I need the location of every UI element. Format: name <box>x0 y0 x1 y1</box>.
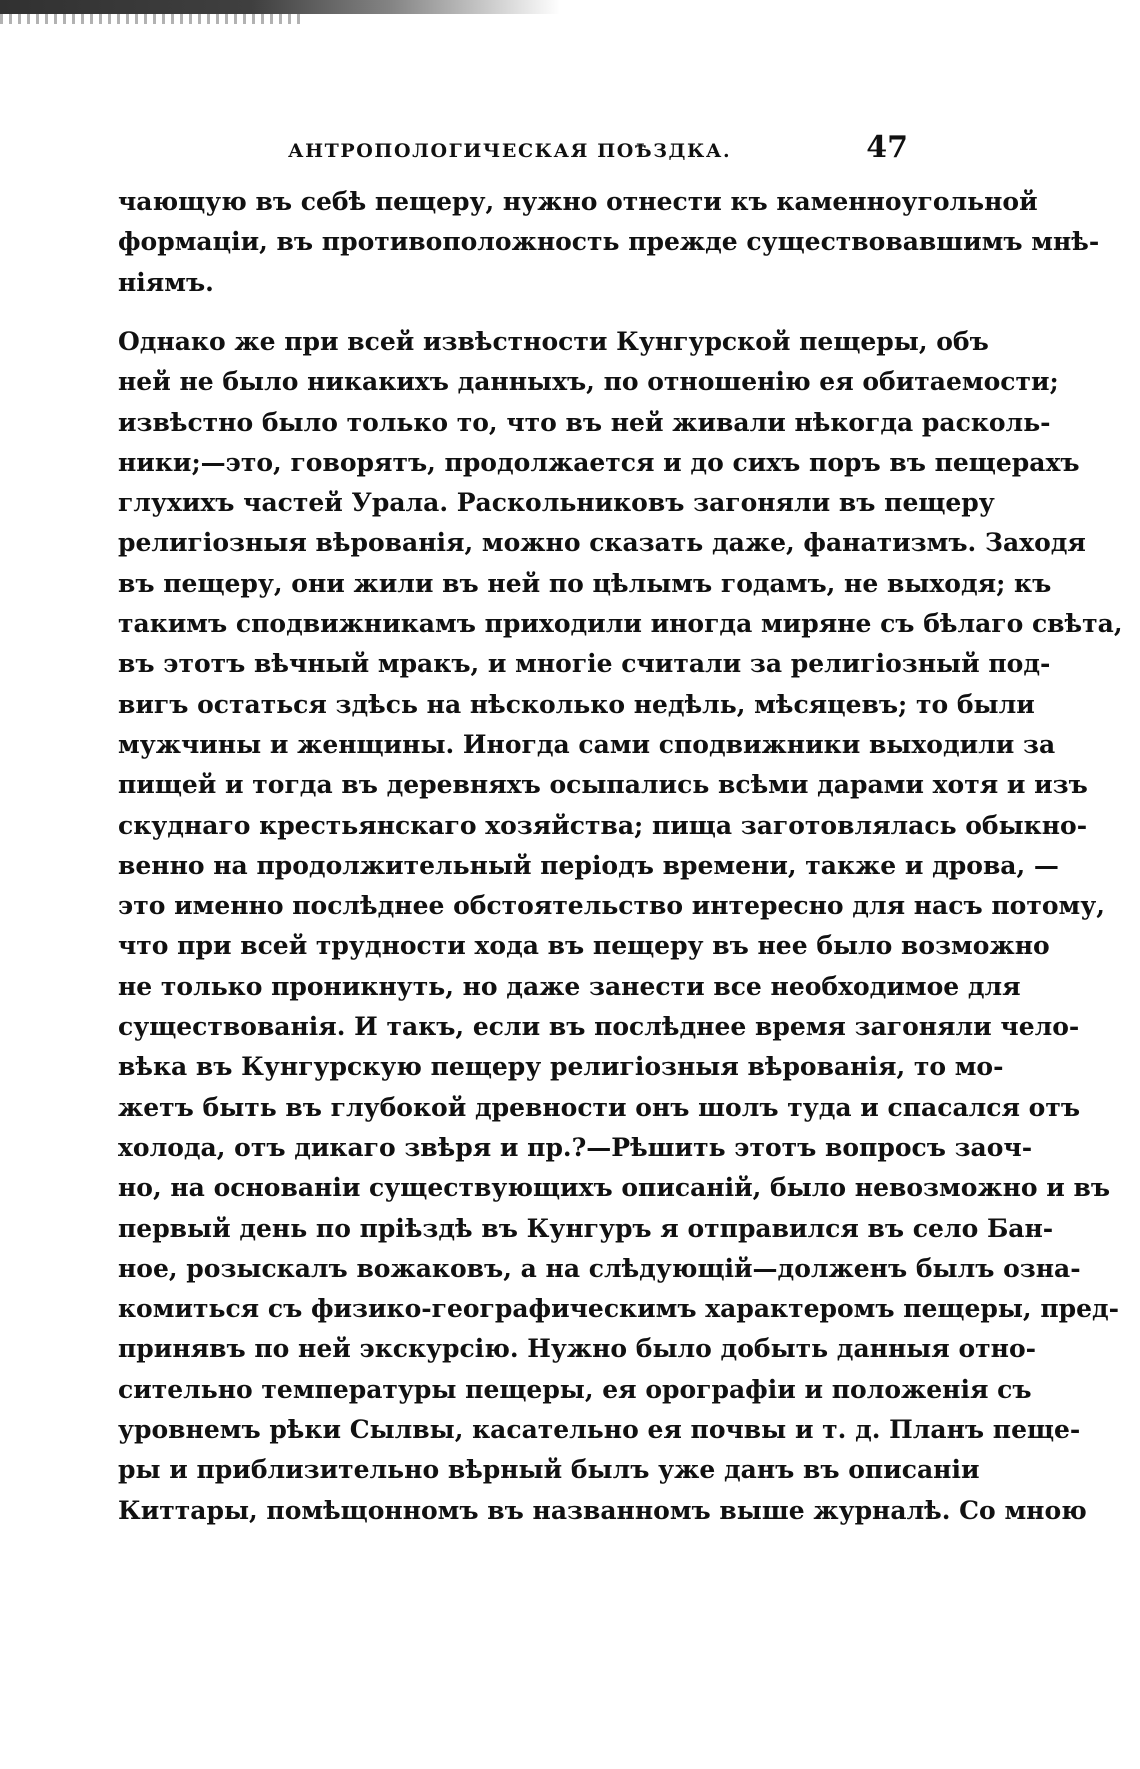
text-line: пищей и тогда въ деревняхъ осыпались всѣми дарами хотя и изъ <box>118 770 1088 800</box>
text-line: но, на основаніи существующихъ описаній, было невозможно и въ <box>118 1173 1111 1203</box>
text-line: ніямъ. <box>118 267 214 297</box>
text-line: венно на продолжительный періодъ времени, также и дрова, — <box>118 850 1059 880</box>
text-line: что при всей трудности хода въ пещеру въ нее было возможно <box>118 931 1050 961</box>
page-number: 47 <box>866 130 908 165</box>
text-line: не только проникнуть, но даже занести все необходимое для <box>118 971 1021 1001</box>
text-line: въ этотъ вѣчный мракъ, и многіе считали за религіозный под- <box>118 649 1051 679</box>
text-line: мужчины и женщины. Иногда сами сподвижники выходили за <box>118 729 1056 759</box>
scan-edge-shadow <box>0 0 560 14</box>
text-line: скуднаго крестьянскаго хозяйства; пища заготовлялась обыкно- <box>118 810 1088 840</box>
scan-edge-noise <box>0 14 300 24</box>
running-title: АНТРОПОЛОГИЧЕСКАЯ ПОѢЗДКА. <box>288 140 732 162</box>
paragraph-main <box>118 322 1123 1531</box>
text-line: сительно температуры пещеры, ея орографіи и положенія съ <box>118 1374 1032 1404</box>
text-line: ное, розыскалъ вожаковъ, а на слѣдующій—долженъ былъ озна- <box>118 1253 1081 1283</box>
text-line: въ пещеру, они жили въ ней по цѣлымъ годамъ, не выходя; къ <box>118 568 1052 598</box>
text-line: существованія. И такъ, если въ послѣднее время загоняли чело- <box>118 1012 1080 1042</box>
text-line: вигъ остаться здѣсь на нѣсколько недѣль, мѣсяцевъ; то были <box>118 689 1035 719</box>
text-line: холода, отъ дикаго звѣря и пр.?—Рѣшить этотъ вопросъ заоч- <box>118 1132 1033 1162</box>
text-line: уровнемъ рѣки Сылвы, касательно ея почвы и т. д. Планъ пеще- <box>118 1415 1081 1445</box>
text-line: это именно послѣднее обстоятельство интересно для насъ потому, <box>118 891 1105 921</box>
text-line: принявъ по ней экскурсію. Нужно было добыть данныя отно- <box>118 1334 1036 1364</box>
running-head <box>118 130 908 170</box>
text-line: формаціи, въ противоположность прежде существовавшимъ мнѣ- <box>118 227 1100 257</box>
text-line: ней не было никакихъ данныхъ, по отношенію ея обитаемости; <box>118 367 1059 397</box>
text-line: Однако же при всей извѣстности Кунгурской пещеры, объ <box>118 327 989 356</box>
text-line: комиться съ физико-географическимъ характеромъ пещеры, пред- <box>118 1294 1120 1324</box>
text-line: жетъ быть въ глубокой древности онъ шолъ туда и спасался отъ <box>118 1092 1081 1122</box>
text-line: религіозныя вѣрованія, можно сказать даже, фанатизмъ. Заходя <box>118 528 1086 558</box>
text-line: ры и приблизительно вѣрный былъ уже данъ въ описаніи <box>118 1455 980 1485</box>
text-line: чающую въ себѣ пещеру, нужно отнести къ каменноугольной <box>118 187 1038 216</box>
text-line: глухихъ частей Урала. Раскольниковъ загоняли въ пещеру <box>118 488 995 518</box>
text-line: такимъ сподвижникамъ приходили иногда миряне съ бѣлаго свѣта, <box>118 609 1123 639</box>
text-line: ники;—это, говорятъ, продолжается и до сихъ поръ въ пещерахъ <box>118 447 1080 477</box>
text-line: первый день по пріѣздѣ въ Кунгуръ я отправился въ село Бан- <box>118 1213 1054 1243</box>
paragraph-continued <box>118 182 1100 303</box>
text-line: Киттары, помѣщонномъ въ названномъ выше журналѣ. Со мною <box>118 1495 1087 1525</box>
text-line: извѣстно было только то, что въ ней живали нѣкогда расколь- <box>118 407 1051 437</box>
text-line: вѣка въ Кунгурскую пещеру религіозныя вѣрованія, то мо- <box>118 1052 1004 1082</box>
